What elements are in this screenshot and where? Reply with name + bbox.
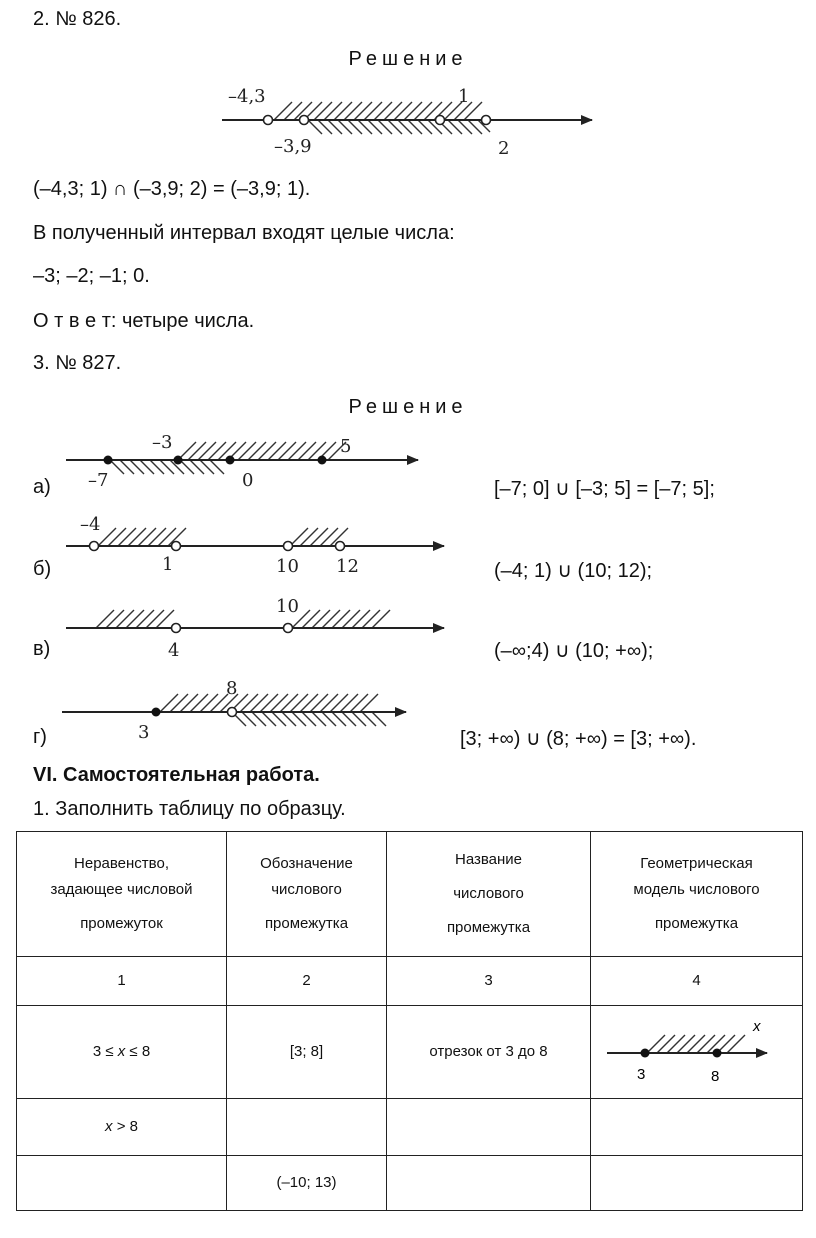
point-8 bbox=[228, 708, 237, 717]
header-model: Геометрическая модель числового промежутка bbox=[591, 832, 803, 957]
part-a-letter: а) bbox=[33, 476, 51, 498]
svg-text:8: 8 bbox=[710, 1068, 719, 1085]
example-notation: [3; 8] bbox=[227, 1006, 387, 1099]
point-4 bbox=[172, 624, 181, 633]
point-2 bbox=[482, 116, 491, 125]
example-number-line bbox=[597, 1017, 797, 1087]
label-3: 3 bbox=[138, 722, 150, 743]
part-a-result: [–7; 0] ∪ [–3; 5] = [–7; 5]; bbox=[494, 478, 715, 500]
label-1: 1 bbox=[458, 86, 470, 107]
row3-notation: (–10; 13) bbox=[227, 1156, 387, 1211]
integers-list: –3; –2; –1; 0. bbox=[33, 265, 150, 287]
number-line-826 bbox=[200, 80, 620, 160]
column-number: 4 bbox=[591, 957, 803, 1006]
empty-cell bbox=[387, 1099, 591, 1156]
example-model bbox=[591, 1006, 803, 1099]
point-minus-4 bbox=[90, 542, 99, 551]
label-8: 8 bbox=[226, 678, 238, 699]
point-minus-3-9 bbox=[300, 116, 309, 125]
number-line-a bbox=[60, 430, 440, 500]
label-12: 12 bbox=[336, 556, 359, 577]
answer-label: О т в е т: bbox=[33, 310, 117, 332]
label-minus-4: –4 bbox=[80, 514, 101, 535]
section-task: 1. Заполнить таблицу по образцу. bbox=[33, 798, 346, 820]
point-12 bbox=[336, 542, 345, 551]
intersection-result: (–4,3; 1) ∩ (–3,9; 2) = (–3,9; 1). bbox=[33, 178, 311, 200]
number-line-b bbox=[60, 512, 460, 582]
part-b-result: (–4; 1) ∪ (10; 12); bbox=[494, 560, 653, 582]
empty-cell bbox=[591, 1099, 803, 1156]
header-inequality: Неравенство, задающее числовой промежуток bbox=[17, 832, 227, 957]
point-minus-7 bbox=[104, 456, 113, 465]
point-1 bbox=[436, 116, 445, 125]
row2-inequality: x > 8 bbox=[17, 1099, 227, 1156]
label-minus-3-9: –3,9 bbox=[274, 136, 312, 157]
column-number: 1 bbox=[17, 957, 227, 1006]
empty-cell bbox=[227, 1099, 387, 1156]
part-b-letter: б) bbox=[33, 558, 52, 580]
label-minus-7: –7 bbox=[88, 470, 109, 491]
point-3 bbox=[152, 708, 161, 717]
integers-intro: В полученный интервал входят целые числа: bbox=[33, 222, 455, 244]
interval-table bbox=[16, 831, 803, 1211]
number-line-g bbox=[56, 676, 416, 746]
svg-text:3: 3 bbox=[636, 1066, 645, 1083]
table-row bbox=[17, 1006, 803, 1099]
solution-title-827: Решение bbox=[348, 396, 468, 418]
label-minus-4-3: –4,3 bbox=[228, 86, 266, 107]
table-row bbox=[17, 957, 803, 1006]
point-0 bbox=[226, 456, 235, 465]
point-1-b bbox=[172, 542, 181, 551]
number-line-v bbox=[60, 592, 460, 662]
empty-cell bbox=[591, 1156, 803, 1211]
point-10-b bbox=[284, 542, 293, 551]
empty-cell bbox=[17, 1156, 227, 1211]
table-row bbox=[17, 1156, 803, 1211]
svg-text:x: x bbox=[752, 1018, 760, 1035]
label-5: 5 bbox=[340, 436, 352, 457]
table-header-row bbox=[17, 832, 803, 957]
header-notation: Обозначение числового промежутка bbox=[227, 832, 387, 957]
point-5 bbox=[318, 456, 327, 465]
part-v-result: (–∞;4) ∪ (10; +∞); bbox=[494, 640, 654, 662]
label-2: 2 bbox=[498, 138, 510, 159]
label-10-v: 10 bbox=[276, 596, 299, 617]
section-title: VI. Самостоятельная работа. bbox=[33, 764, 320, 786]
point-10-v bbox=[284, 624, 293, 633]
task-827-header: 3. № 827. bbox=[33, 352, 122, 374]
label-0: 0 bbox=[242, 470, 254, 491]
solution-title-826: Решение bbox=[348, 48, 468, 70]
point-minus-4-3 bbox=[264, 116, 273, 125]
empty-cell bbox=[387, 1156, 591, 1211]
example-inequality: 3 ≤ x ≤ 8 bbox=[17, 1006, 227, 1099]
answer-text: четыре числа. bbox=[116, 310, 255, 332]
answer-826 bbox=[33, 310, 254, 333]
table-row bbox=[17, 1099, 803, 1156]
column-number: 3 bbox=[387, 957, 591, 1006]
part-g-letter: г) bbox=[33, 726, 47, 748]
part-g-result: [3; +∞) ∪ (8; +∞) = [3; +∞). bbox=[460, 728, 697, 750]
task-826-header: 2. № 826. bbox=[33, 8, 122, 30]
example-name: отрезок от 3 до 8 bbox=[387, 1006, 591, 1099]
label-4: 4 bbox=[168, 640, 180, 661]
header-name: Название числового промежутка bbox=[387, 832, 591, 957]
point-minus-3 bbox=[174, 456, 183, 465]
label-1-b: 1 bbox=[162, 554, 174, 575]
label-minus-3: –3 bbox=[152, 432, 173, 453]
part-v-letter: в) bbox=[33, 638, 51, 660]
column-number: 2 bbox=[227, 957, 387, 1006]
label-10-b: 10 bbox=[276, 556, 299, 577]
